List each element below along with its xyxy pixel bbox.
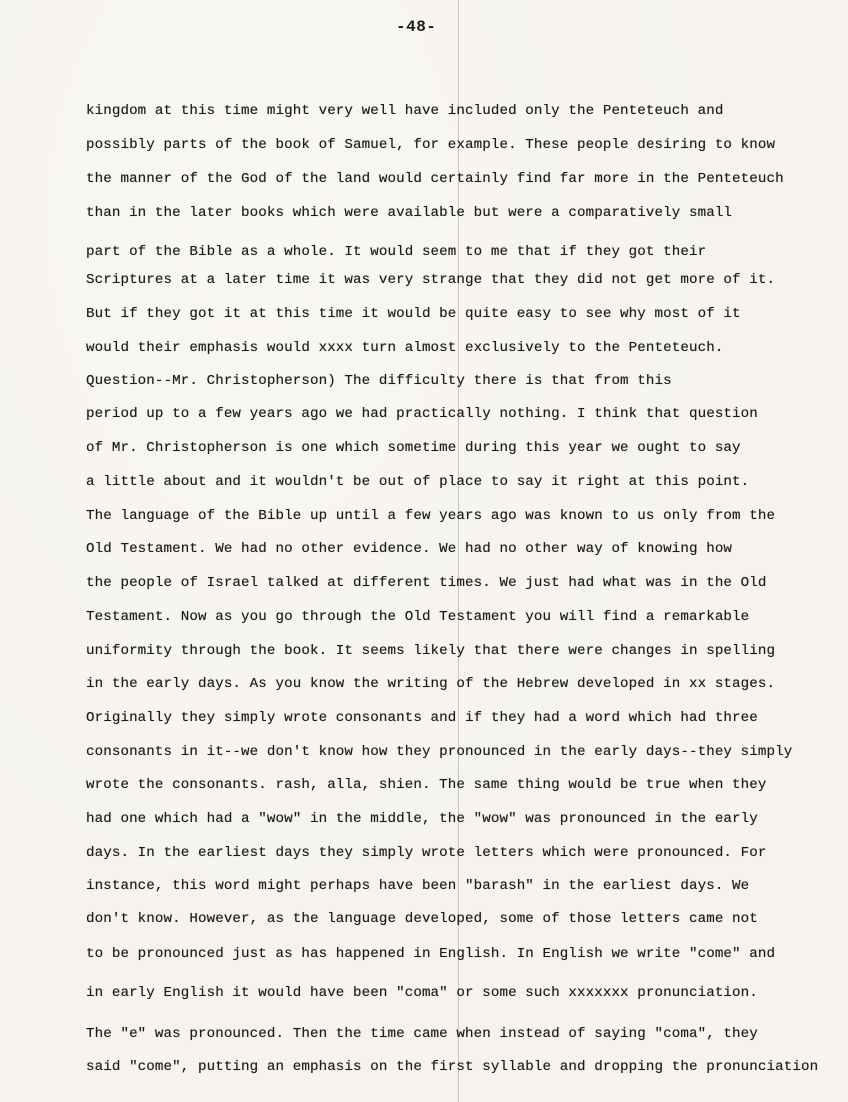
text-line: days. In the earliest days they simply wrote letters which were pronounced. For xyxy=(86,845,767,861)
text-line: in early English it would have been "coma" or some such xxxxxxx pronunciation. xyxy=(86,985,758,1001)
text-line: Originally they simply wrote consonants and if they had a word which had three xyxy=(86,710,758,726)
text-line: the people of Israel talked at different times. We just had what was in the Old xyxy=(86,575,767,591)
text-line: The "e" was pronounced. Then the time came when instead of saying "coma", they xyxy=(86,1026,758,1042)
text-line: Question--Mr. Christopherson) The difficulty there is that from this xyxy=(86,373,672,389)
page-number: -48- xyxy=(396,18,437,36)
text-line: said "come", putting an emphasis on the first syllable and dropping the pronunciation xyxy=(86,1059,819,1075)
text-line: to be pronounced just as has happened in English. In English we write "come" and xyxy=(86,946,776,962)
text-line: of Mr. Christopherson is one which sometime during this year we ought to say xyxy=(86,440,741,456)
text-line: Testament. Now as you go through the Old Testament you will find a remarkable xyxy=(86,609,750,625)
text-line: The language of the Bible up until a few years ago was known to us only from the xyxy=(86,508,776,524)
text-line: consonants in it--we don't know how they pronounced in the early days--they simply xyxy=(86,744,793,760)
text-line: wrote the consonants. rash, alla, shien. The same thing would be true when they xyxy=(86,777,767,793)
text-line: a little about and it wouldn't be out of place to say it right at this point. xyxy=(86,474,750,490)
text-line: don't know. However, as the language developed, some of those letters came not xyxy=(86,911,758,927)
text-line: had one which had a "wow" in the middle, the "wow" was pronounced in the early xyxy=(86,811,758,827)
text-line: part of the Bible as a whole. It would seem to me that if they got their xyxy=(86,244,707,260)
text-line: instance, this word might perhaps have been "barash" in the earliest days. We xyxy=(86,878,750,894)
text-line: the manner of the God of the land would certainly find far more in the Penteteuch xyxy=(86,171,784,187)
text-line: But if they got it at this time it would be quite easy to see why most of it xyxy=(86,306,741,322)
text-line: in the early days. As you know the writing of the Hebrew developed in xx stages. xyxy=(86,676,776,692)
text-line: period up to a few years ago we had practically nothing. I think that question xyxy=(86,406,758,422)
text-line: would their emphasis would xxxx turn almost exclusively to the Penteteuch. xyxy=(86,340,724,356)
text-line: uniformity through the book. It seems likely that there were changes in spelling xyxy=(86,643,776,659)
text-line: possibly parts of the book of Samuel, for example. These people desiring to know xyxy=(86,137,776,153)
text-line: Scriptures at a later time it was very strange that they did not get more of it. xyxy=(86,272,776,288)
text-line: Old Testament. We had no other evidence. We had no other way of knowing how xyxy=(86,541,733,557)
text-line: kingdom at this time might very well have included only the Penteteuch and xyxy=(86,103,724,119)
text-line: than in the later books which were available but were a comparatively small xyxy=(86,205,733,221)
